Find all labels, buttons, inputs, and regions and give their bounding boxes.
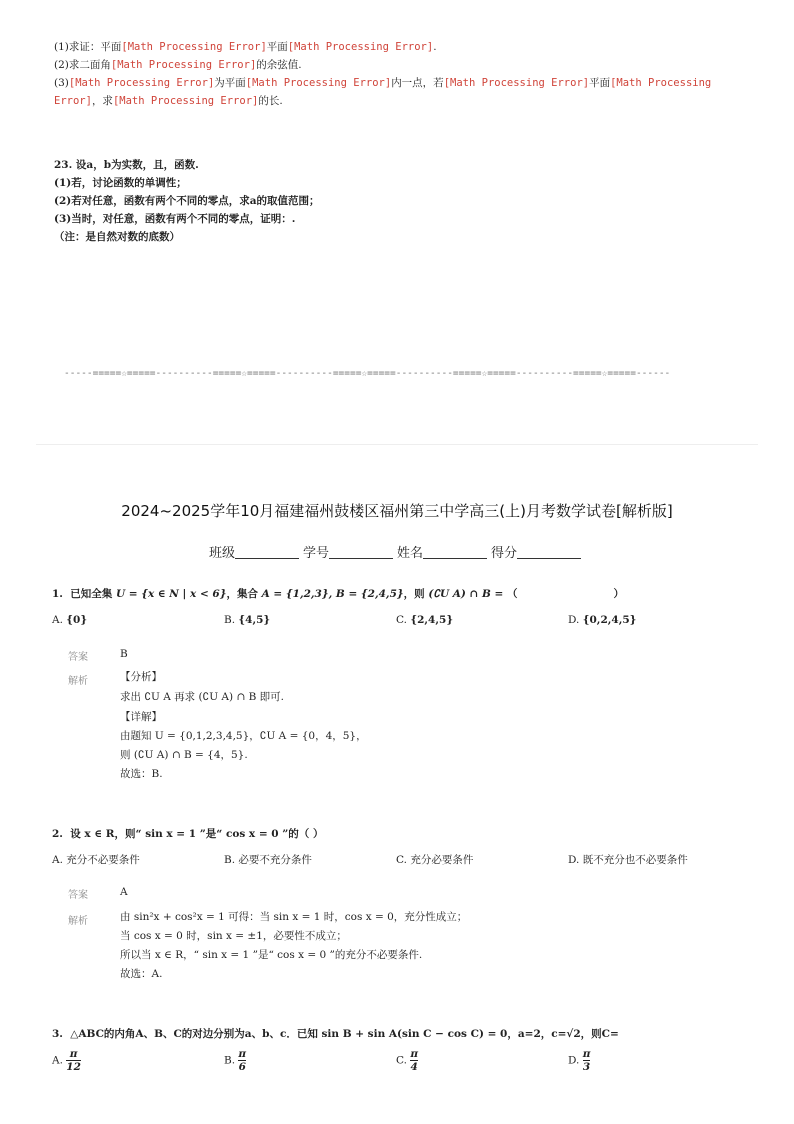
field-id-label: 学号 — [302, 546, 329, 561]
q1-stem: 1. 已知全集 U = {x ∈ N | x < 6}，集合 A = {1,2,3}, B = {2,4,5}，则 (∁U A) ∩ B = （ ） — [52, 588, 624, 600]
q2-option-d[interactable]: D. 既不充分也不必要条件 — [568, 854, 688, 866]
q1-analysis-5: 则 (∁U A) ∩ B = {4，5}. — [120, 749, 248, 761]
field-class-label: 班级 — [208, 546, 235, 561]
section-separator: -----=====☆=====----------=====☆=====----------=====☆=====----------=====☆=====----------=====☆=====------ — [64, 368, 671, 379]
prev-question-line-1: (1)求证：平面[Math Processing Error]平面[Math Processing Error]. — [54, 41, 437, 53]
q3-option-c[interactable]: C. $\frac{\pi}{4}$ — [396, 1048, 419, 1073]
q1-analysis-3: 【详解】 — [120, 711, 162, 723]
q2-option-b[interactable]: B. 必要不充分条件 — [224, 854, 312, 866]
q1-answer: B — [120, 648, 128, 660]
field-name-blank[interactable] — [423, 546, 487, 559]
q2-analysis-1: 由 sin²x + cos²x = 1 可得：当 sin x = 1 时，cos x = 0，充分性成立； — [120, 911, 468, 923]
field-name-label: 姓名 — [397, 546, 424, 561]
student-info-fields — [0, 542, 794, 561]
q1-option-c[interactable]: C. {2,4,5} — [396, 614, 454, 626]
prev-question-line-3: (3)[Math Processing Error]为平面[Math Processing Error]内一点，若[Math Processing Error]平面[Math Processing — [54, 77, 712, 89]
q23-part-2: (2)若对任意，函数有两个不同的零点，求a的取值范围； — [54, 195, 320, 207]
page-divider — [36, 444, 758, 445]
q23-note: （注：是自然对数的底数） — [54, 231, 180, 243]
q1-answer-label: 答案 — [68, 652, 88, 663]
q2-stem: 2. 设 x ∈ R，则“ sin x = 1 ”是“ cos x = 0 ”的（ ） — [52, 828, 324, 840]
q2-analysis-2: 当 cos x = 0 时，sin x = ±1，必要性不成立； — [120, 930, 347, 942]
field-class-blank[interactable] — [235, 546, 299, 559]
q3-option-a[interactable]: A. $\frac{\pi}{12}$ — [52, 1048, 81, 1073]
q1-option-a[interactable]: A. {0} — [52, 614, 88, 626]
q3-stem: 3. △ABC的内角A、B、C的对边分别为a、b、c．已知 sin B + sin A(sin C − cos C) = 0，a=2，c=√2，则C= — [52, 1028, 619, 1040]
q1-analysis-4: 由题知 U = {0,1,2,3,4,5}，∁U A = {0，4，5}， — [120, 730, 367, 742]
q1-option-d[interactable]: D. {0,2,4,5} — [568, 614, 637, 626]
q1-analysis-label: 解析 — [68, 676, 88, 687]
q1-option-b[interactable]: B. {4,5} — [224, 614, 271, 626]
q2-option-a[interactable]: A. 充分不必要条件 — [52, 854, 140, 866]
prev-question-line-2: (2)求二面角[Math Processing Error]的余弦值. — [54, 59, 302, 71]
field-score-label: 得分 — [491, 546, 518, 561]
q2-answer-label: 答案 — [68, 890, 88, 901]
q1-analysis-1: 【分析】 — [120, 671, 162, 683]
q3-option-b[interactable]: B. $\frac{\pi}{6}$ — [224, 1048, 247, 1073]
q1-analysis-6: 故选：B. — [120, 768, 163, 780]
field-id-blank[interactable] — [329, 546, 393, 559]
q1-analysis-2: 求出 ∁U A 再求 (∁U A) ∩ B 即可. — [120, 691, 284, 703]
field-score-blank[interactable] — [517, 546, 581, 559]
prev-question-line-4: Error]，求[Math Processing Error]的长. — [54, 95, 283, 107]
q2-analysis-4: 故选：A. — [120, 968, 163, 980]
q2-option-c[interactable]: C. 充分必要条件 — [396, 854, 474, 866]
q23-part-1: (1)若，讨论函数的单调性； — [54, 177, 187, 189]
q2-answer: A — [120, 886, 128, 898]
q2-analysis-3: 所以当 x ∈ R，“ sin x = 1 ”是“ cos x = 0 ”的充分不必要条件. — [120, 949, 423, 961]
q2-analysis-label: 解析 — [68, 916, 88, 927]
q23-stem: 23. 设a，b为实数，且，函数. — [54, 159, 199, 171]
q3-option-d[interactable]: D. $\frac{\pi}{3}$ — [568, 1048, 591, 1073]
exam-title: 2024~2025学年10月福建福州鼓楼区福州第三中学高三(上)月考数学试卷[解析版] — [121, 502, 673, 520]
q23-part-3: (3)当时，对任意，函数有两个不同的零点，证明：. — [54, 213, 296, 225]
